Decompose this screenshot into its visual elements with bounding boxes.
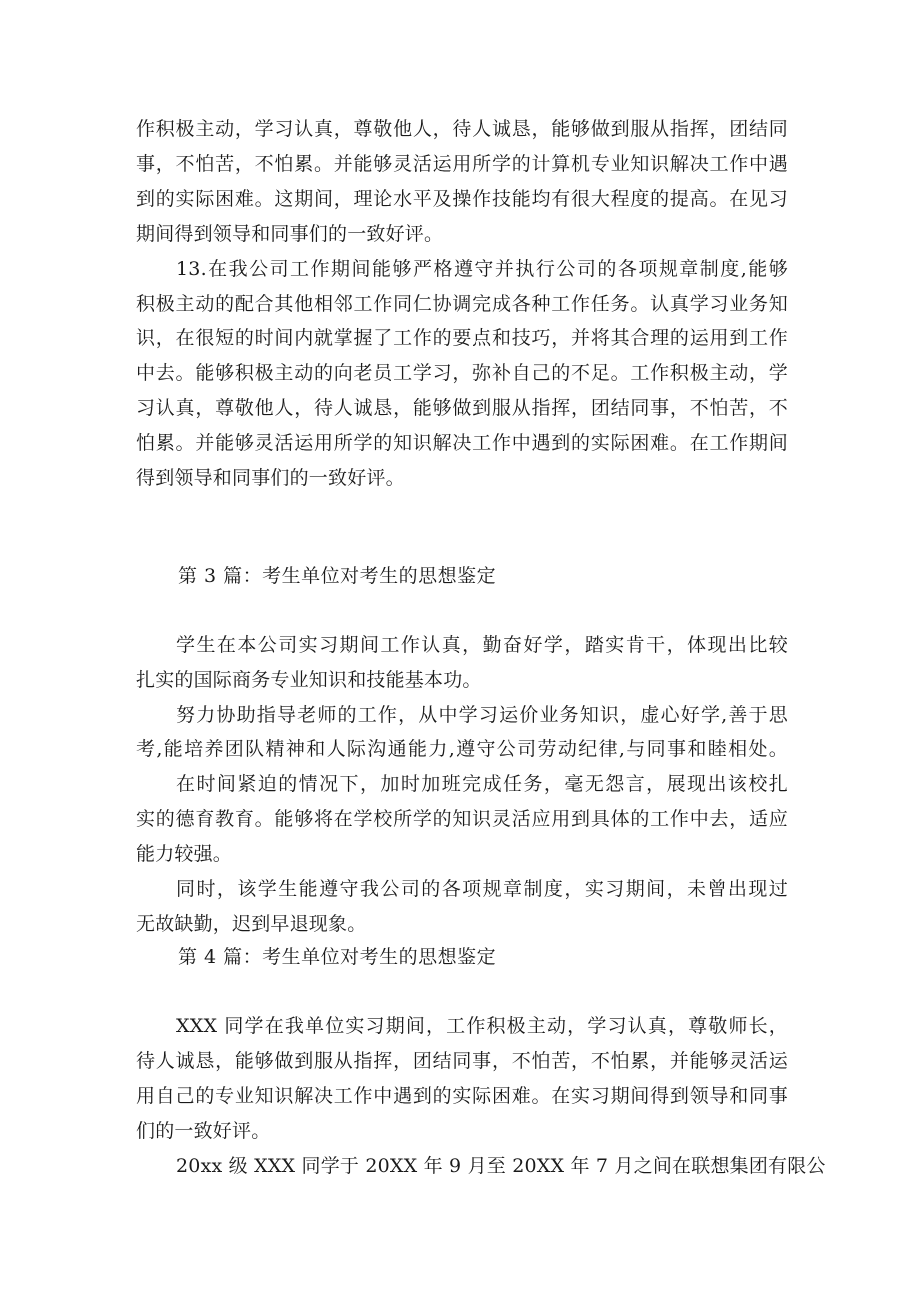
paragraph-line: 识，在很短的时间内就掌握了工作的要点和技巧，并将其合理的运用到工作: [136, 327, 788, 349]
paragraph-line: 扎实的国际商务专业知识和技能基本功。: [136, 669, 482, 691]
paragraph-line: 得到领导和同事们的一致好评。: [136, 467, 405, 489]
paragraph-line: 事，不怕苦，不怕累。并能够灵活运用所学的计算机专业知识解决工作中遇: [136, 153, 788, 175]
paragraph-line: 在时间紧迫的情况下，加时加班完成任务，毫无怨言，展现出该校扎: [176, 773, 788, 795]
paragraph-line: 同时，该学生能遵守我公司的各项规章制度，实习期间，未曾出现过: [176, 878, 788, 900]
paragraph-line: 努力协助指导老师的工作，从中学习运价业务知识，虚心好学,善于思: [176, 704, 788, 726]
section-heading: 第 3 篇：考生单位对考生的思想鉴定: [178, 565, 497, 587]
paragraph-line: 到的实际困难。这期间，理论水平及操作技能均有很大程度的提高。在见习: [136, 188, 788, 210]
paragraph-line: 实的德育教育。能够将在学校所学的知识灵活应用到具体的工作中去，适应: [136, 808, 788, 830]
paragraph-line: 13.在我公司工作期间能够严格遵守并执行公司的各项规章制度,能够: [176, 258, 788, 280]
paragraph-line: 期间得到领导和同事们的一致好评。: [136, 223, 444, 245]
paragraph-line: 习认真，尊敬他人，待人诚恳，能够做到服从指挥，团结同事，不怕苦，不: [136, 397, 788, 419]
paragraph-line: 作积极主动，学习认真，尊敬他人，待人诚恳，能够做到服从指挥，团结同: [136, 118, 788, 140]
paragraph-line: 无故缺勤，迟到早退现象。: [136, 913, 367, 935]
paragraph-line: 怕累。并能够灵活运用所学的知识解决工作中遇到的实际困难。在工作期间: [136, 432, 788, 454]
section-heading: 第 4 篇：考生单位对考生的思想鉴定: [178, 946, 497, 968]
paragraph-line: 们的一致好评。: [136, 1120, 271, 1142]
paragraph-line: 学生在本公司实习期间工作认真，勤奋好学，踏实肯干，体现出比较: [176, 634, 788, 656]
paragraph-line: 待人诚恳，能够做到服从指挥，团结同事，不怕苦，不怕累，并能够灵活运: [136, 1050, 788, 1072]
paragraph-line: 考,能培养团队精神和人际沟通能力,遵守公司劳动纪律,与同事和睦相处。: [136, 738, 788, 760]
paragraph-line: 积极主动的配合其他相邻工作同仁协调完成各种工作任务。认真学习业务知: [136, 293, 788, 315]
paragraph-line: 中去。能够积极主动的向老员工学习，弥补自己的不足。工作积极主动，学: [136, 362, 788, 384]
paragraph-line: 20xx 级 XXX 同学于 20XX 年 9 月至 20XX 年 7 月之间在联想集团有限公: [176, 1155, 826, 1177]
paragraph-line: XXX 同学在我单位实习期间，工作积极主动，学习认真，尊敬师长，: [176, 1015, 788, 1037]
paragraph-line: 能力较强。: [136, 843, 233, 865]
paragraph-line: 用自己的专业知识解决工作中遇到的实际困难。在实习期间得到领导和同事: [136, 1085, 788, 1107]
